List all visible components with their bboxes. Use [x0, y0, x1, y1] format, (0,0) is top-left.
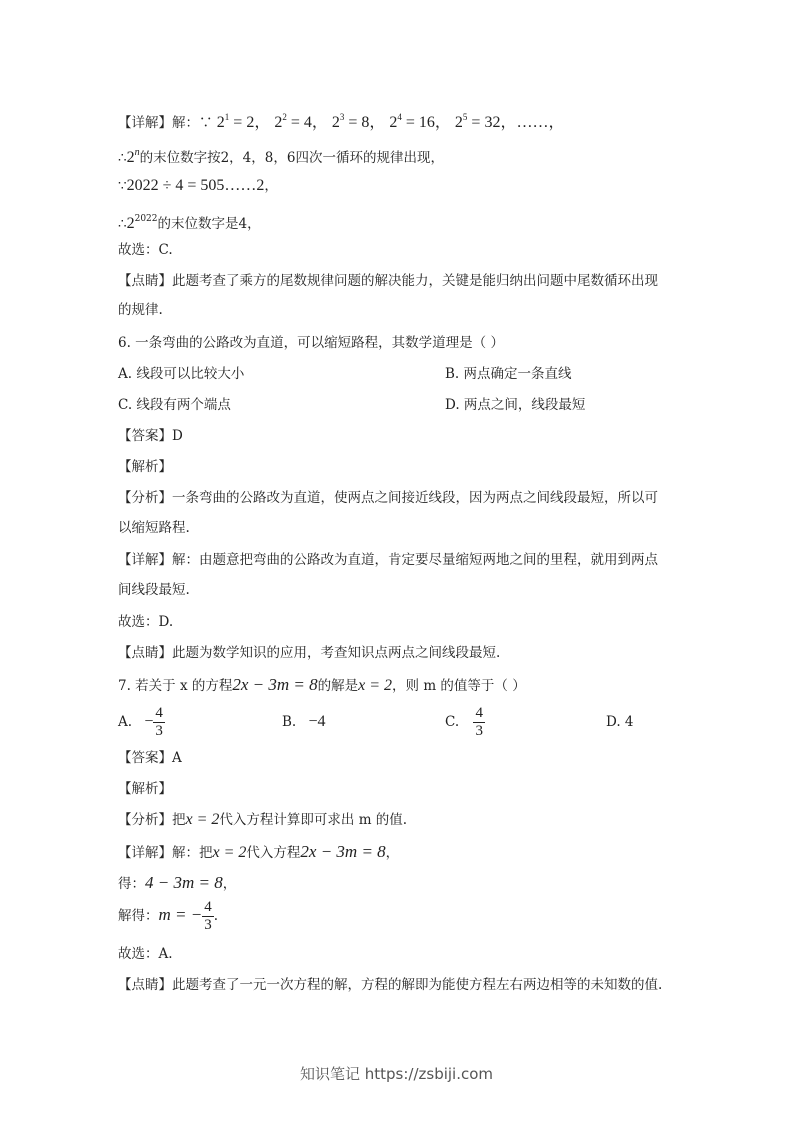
q7-stem [118, 676, 526, 695]
detail-label: 【详解】 [118, 552, 172, 568]
q7-detail [118, 843, 399, 862]
power-result: = 32，……， [467, 114, 565, 131]
q7-step1 [118, 874, 236, 893]
q5-choice: 故选：C. [118, 242, 173, 258]
q5-division: 2022 ÷ 4 = 505……2 [126, 177, 265, 194]
numerator: 4 [204, 899, 212, 915]
q7-stem-text: 的解是 [317, 678, 359, 694]
q6-comment [118, 644, 500, 662]
therefore-symbol: ∴ [118, 150, 127, 166]
power-exp: n [134, 147, 140, 158]
analysis-text: 代入方程计算即可求出 m 的值. [219, 812, 408, 828]
punctuation: ， [385, 845, 400, 861]
punctuation: . [213, 908, 219, 924]
option-label: A. [118, 714, 133, 730]
denominator: 3 [155, 723, 163, 739]
q7-analysis [118, 811, 407, 829]
power-base: 2 [126, 149, 135, 166]
step-label: 得： [118, 876, 145, 892]
q5-powers [217, 114, 565, 131]
power-result: = 8， [344, 114, 386, 131]
numerator: 4 [475, 705, 483, 721]
comment-text: 此题为数学知识的应用，考查知识点两点之间线段最短. [172, 645, 501, 661]
q7-equation: 2x − 3m = 8 [232, 675, 318, 694]
analysis-text: 把 [172, 812, 186, 828]
power-base: 2 [331, 114, 340, 131]
power-exp: 3 [339, 112, 345, 122]
power-base: 2 [389, 114, 398, 131]
q6-choice: 故选：D. [118, 614, 174, 630]
detail-text: 解：把 [172, 845, 213, 861]
q7-stem-text: ，则 m 的值等于（ ） [392, 678, 526, 694]
denominator: 3 [475, 723, 483, 739]
q7-stem-text: 7. 若关于 x 的方程 [118, 678, 233, 694]
power-exp: 2 [282, 112, 287, 122]
fraction [153, 705, 165, 740]
power-base: 2 [216, 114, 225, 131]
analysis-label: 【分析】 [118, 490, 172, 506]
q6-option-b: B. 两点确定一条直线 [445, 366, 572, 382]
q7-option-b [282, 713, 326, 731]
q6-option-c: C. 线段有两个端点 [118, 397, 231, 413]
therefore-symbol: ∴ [118, 216, 127, 232]
q6-analysis-line2: 以缩短路程. [118, 520, 190, 536]
q5-detail-prefix: 解：∵ [172, 115, 213, 131]
power-base: 2 [454, 114, 463, 131]
power-exp: 4 [397, 112, 402, 122]
numerator: 4 [155, 705, 163, 721]
analysis-text: 一条弯曲的公路改为直道，使两点之间接近线段，因为两点之间线段最短，所以可 [172, 490, 658, 506]
fraction [473, 705, 485, 740]
power-result: = 16， [401, 114, 451, 131]
q7-equation: 2x − 3m = 8 [300, 842, 386, 861]
q6-answer: 【答案】D [118, 428, 183, 444]
q7-option-c [445, 705, 485, 740]
q6-analysis-line1 [118, 489, 658, 507]
power-base: 2 [274, 114, 283, 131]
power-result: = 2， [229, 114, 271, 131]
option-label: C. [445, 714, 460, 730]
substitution: x = 2 [185, 811, 220, 828]
analysis-label: 【分析】 [118, 812, 172, 828]
q7-option-d: D. 4 [606, 714, 634, 730]
q5-line4-text: 的末位数字是4， [157, 216, 261, 232]
q6-analysis-title: 【解析】 [118, 459, 172, 475]
power-exp: 2022 [134, 214, 158, 224]
q6-detail-line2: 间线段最短. [118, 582, 190, 598]
q7-choice: 故选：A. [118, 946, 173, 962]
q5-line4 [118, 210, 261, 233]
q5-line2-text: 的末位数字按2，4，8，6四次一循环的规律出现， [139, 150, 444, 166]
q7-step2 [118, 899, 218, 934]
q7-analysis-title: 【解析】 [118, 781, 172, 797]
because-symbol: ∵ [118, 178, 127, 194]
power-result: = 4， [286, 114, 328, 131]
punctuation: ， [222, 876, 237, 892]
q5-detail-label: 【详解】 [118, 115, 172, 131]
comment-label: 【点睛】 [118, 977, 172, 993]
minus-sign: − [144, 713, 154, 730]
denominator: 3 [204, 917, 212, 933]
step-equation: m = − [158, 905, 203, 924]
punctuation: ， [264, 178, 278, 194]
q5-comment-line1 [118, 272, 658, 290]
detail-text: 代入方程 [246, 845, 301, 861]
detail-text: 解：由题意把弯曲的公路改为直道，肯定要尽量缩短两地之间的里程，就用到两点 [172, 552, 658, 568]
q5-detail-line [118, 108, 564, 132]
q7-solution: x = 2 [358, 677, 393, 694]
option-label: B. [282, 714, 297, 730]
comment-text: 此题考查了一元一次方程的解，方程的解即为能使方程左右两边相等的未知数的值. [172, 977, 663, 993]
fraction [202, 899, 214, 934]
power-exp: 1 [224, 112, 230, 122]
power-base: 2 [126, 215, 135, 232]
q6-option-d: D. 两点之间，线段最短 [445, 397, 586, 413]
q5-comment-line2: 的规律. [118, 302, 163, 318]
q6-option-a: A. 线段可以比较大小 [118, 366, 245, 382]
q5-line2 [118, 144, 444, 167]
q7-option-a [118, 705, 165, 740]
option-value: −4 [308, 713, 326, 730]
q7-comment [118, 976, 662, 994]
q6-stem: 6. 一条弯曲的公路改为直道，可以缩短路程，其数学道理是（ ） [118, 335, 504, 351]
q7-answer: 【答案】A [118, 750, 182, 766]
footer-watermark: 知识笔记 https://zsbiji.com [299, 1065, 494, 1083]
step-equation: 4 − 3m = 8 [145, 873, 223, 892]
comment-label: 【点睛】 [118, 645, 172, 661]
comment-text: 此题考查了乘方的尾数规律问题的解决能力，关键是能归纳出问题中尾数循环出现 [172, 273, 658, 289]
power-exp: 5 [462, 112, 468, 122]
q5-line3 [118, 177, 278, 195]
detail-label: 【详解】 [118, 845, 172, 861]
comment-label: 【点睛】 [118, 273, 172, 289]
step-label: 解得： [118, 908, 159, 924]
q6-detail-line1 [118, 551, 658, 569]
substitution: x = 2 [212, 844, 247, 861]
